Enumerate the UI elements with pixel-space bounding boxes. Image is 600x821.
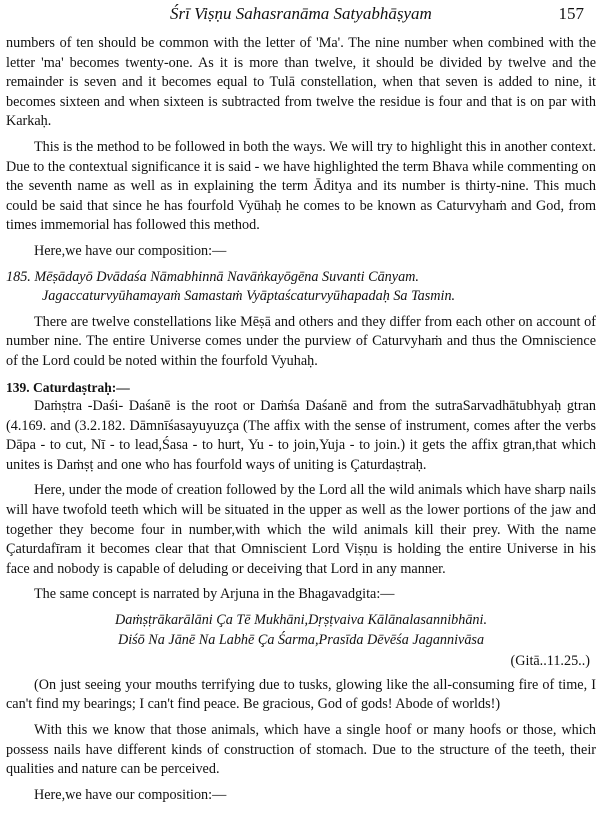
running-header — [0, 4, 600, 26]
paragraph-2: This is the method to be followed in both the ways. We will try to highlight this in another context. Due to the contextual significance it is said - we have highlighted the term Bhava while commenting on the seventh name as well as in explaining the term Āditya and its number is thirty-nine. This much could be said that since he has fourfold Vyūhaḥ he comes to be known as Caturvyhaṁ and God, from times immemorial has followed this method. — [6, 138, 596, 234]
composition-intro-1: Here,we have our composition:— — [34, 242, 227, 259]
paragraph-4: There are twelve constellations like Mēṣā and others and they differ from each other on account of number nine. The entire Universe comes under the purview of Caturvyhaṁ and thus the Omniscience of the Lord could be noted within the fourfold Vyuhaḥ. — [6, 313, 596, 369]
page-body — [6, 34, 596, 811]
page-number: 157 — [558, 4, 584, 23]
paragraph-9: With this we know that those animals, which have a single hoof or many hoofs or those, which possess nails have different kinds of construction of stomach. Due to the structure of the teeth, their qualities and nature can be perceived. — [6, 722, 596, 778]
paragraph-5: Daṁṣtra -Daśi- Daśanē is the root or Daṁśa Daśanē and from the sutraSarvadhātubhyaḥ gtran (4.169. and (3.2.182. Dāmnīśasayuyuzça (The affix with the sense of instrument, comes after the verbs Dāpa - to cut, Nī - to lead,Śasa - to hurt, Yu - to join,Yuja - to join.) it gets the affix gtran,that which unites is Daṁṣṭ and one who has fourfold ways of uniting is Çaturdaṣtraḥ. — [6, 398, 596, 473]
sloka-line-1: Daṁṣṭrākarālāni Ça Tē Mukhāni,Dṛṣṭvaiva Kālānalasannibhāni. — [114, 612, 488, 629]
verse-185 — [6, 268, 596, 307]
section-heading-139: 139. Caturdaṣtraḥ:— — [6, 379, 130, 395]
paragraph-6: Here, under the mode of creation followed by the Lord all the wild animals which have sharp nails will have twofold teeth which will be situated in the upper as well as the lower portions of the jaw and together they become four in number,with which the wild animals kill their prey. With the name Çaturdafīram it becomes clear that that Omniscient Lord Viṣṇu is holding the entire Universe in his face and nobody is capable of deluding or deceiving that Lord in any manner. — [6, 482, 596, 577]
verse-185-line-2: Jagaccaturvyūhamayaṁ Samastaṁ Vyāptaścaturvyūhapadaḥ Sa Tasmin. — [42, 288, 456, 305]
composition-intro-2: Here,we have our composition:— — [34, 786, 227, 803]
paragraph-1: numbers of ten should be common with the letter of 'Ma'. The nine number when combined with the letter 'ma' becomes twenty-one. As it is more than twelve, it should be divided by twelve and the remainder is seven and it becomes equal to Tulā constellation, when that seven is added to nine, it becomes sixteen and when sixteen is subtracted from twelve the residue is four and that is on par with Karkaḥ. — [6, 35, 596, 130]
paragraph-8: (On just seeing your mouths terrifying due to tusks, glowing like the all-consuming fire of time, I can't find my bearings; I can't find peace. Be gracious, God of gods! Abode of worlds!) — [6, 676, 596, 713]
sloka-citation: (Gitā..11.25..) — [510, 653, 590, 670]
verse-185-line-1: 185. Mēṣādayō Dvādaśa Nāmabhinnā Navāṅkayōgēna Suvanti Cānyam. — [6, 268, 419, 285]
book-title: Śrī Viṣṇu Sahasranāma Satyabhāṣyam — [170, 4, 432, 23]
sloka-line-2: Diśō Na Jānē Na Labhē Ça Śarma,Prasīda Dēvēśa Jagannivāsa — [117, 631, 485, 648]
paragraph-7: The same concept is narrated by Arjuna in the Bhagavadgita:— — [34, 586, 395, 603]
